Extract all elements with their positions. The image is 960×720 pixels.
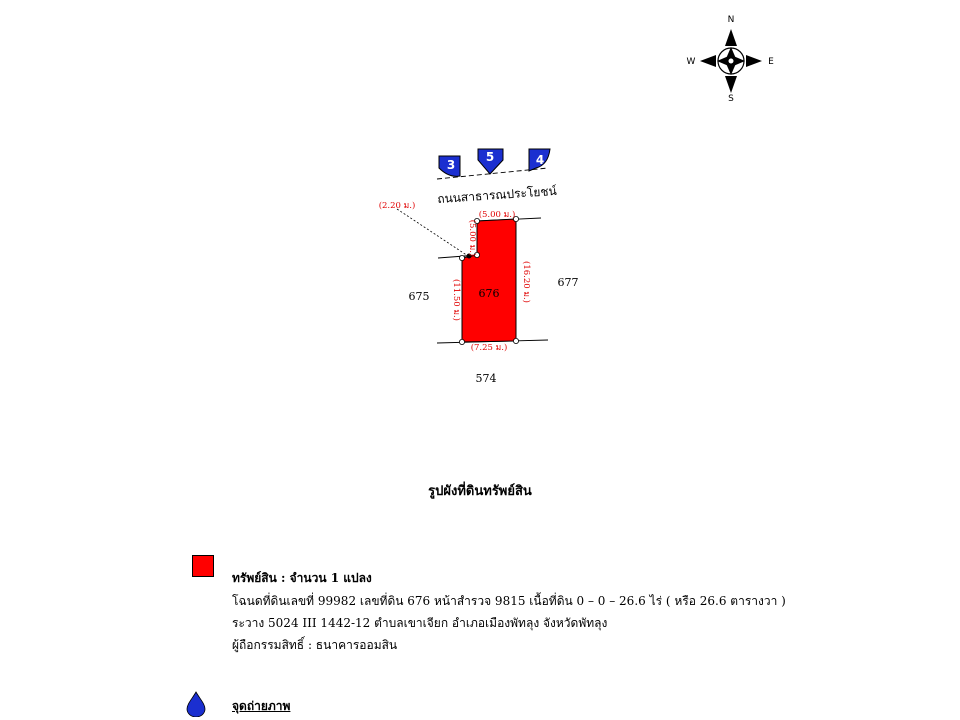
photo-point-5 (478, 149, 503, 174)
photo-point-5-number: 5 (485, 150, 495, 164)
legend-photo-point-label: จุดถ่ายภาพ (232, 699, 291, 713)
compass-south-label: S (728, 94, 734, 104)
compass-east-label: E (768, 57, 774, 67)
neighbor-west-number: 675 (408, 290, 430, 303)
legend-asset-swatch (192, 555, 214, 577)
offset-leader-line (397, 209, 468, 256)
compass-arrow-east (746, 55, 762, 67)
dim-east-label: (16.20 ม.) (521, 261, 531, 303)
corner-marker (513, 338, 518, 343)
photo-point-3-number: 3 (446, 158, 456, 172)
compass-north-label: N (727, 15, 735, 25)
legend-owner-line: ผู้ถือกรรมสิทธิ์ : ธนาคารออมสิน (232, 638, 398, 652)
road-label: ถนนสาธารณประโยชน์ (436, 183, 558, 207)
photo-point-3 (439, 156, 460, 176)
compass-arrow-north (725, 29, 737, 46)
map-title: รูปผังที่ดินทรัพย์สิน (428, 484, 532, 499)
corner-marker (459, 339, 464, 344)
corner-marker (459, 255, 464, 260)
dim-top-label: (5.00 ม.) (478, 210, 516, 220)
dim-notch-label: (5.00 ม.) (467, 219, 477, 257)
compass-arrow-south (725, 76, 737, 93)
dim-offset-label: (2.20 ม.) (378, 201, 416, 211)
compass-west-label: W (686, 57, 696, 67)
parcel-number: 676 (478, 287, 500, 300)
photo-point-4-number: 4 (535, 153, 545, 167)
photo-point-legend-icon (186, 691, 206, 717)
dim-west-label: (11.50 ม.) (451, 279, 461, 321)
neighbor-south-number: 574 (475, 372, 497, 385)
compass-arrow-west (700, 55, 716, 67)
legend-deed-line: โฉนดที่ดินเลขที่ 99982 เลขที่ดิน 676 หน้าสำรวจ 9815 เนื้อที่ดิน 0 – 0 – 26.6 ไร่ ( หรือ 26.6 ตารางวา ) (232, 594, 786, 608)
compass-rose (687, 15, 775, 104)
neighbor-east-number: 677 (557, 276, 579, 289)
legend-asset-heading: ทรัพย์สิน : จำนวน 1 แปลง (232, 571, 372, 585)
dim-bottom-label: (7.25 ม.) (470, 343, 508, 353)
legend-location-line: ระวาง 5024 III 1442-12 ตำบลเขาเจียก อำเภอเมืองพัทลุง จังหวัดพัทลุง (232, 616, 608, 630)
photo-point-4 (529, 149, 550, 171)
compass-center (729, 59, 734, 64)
